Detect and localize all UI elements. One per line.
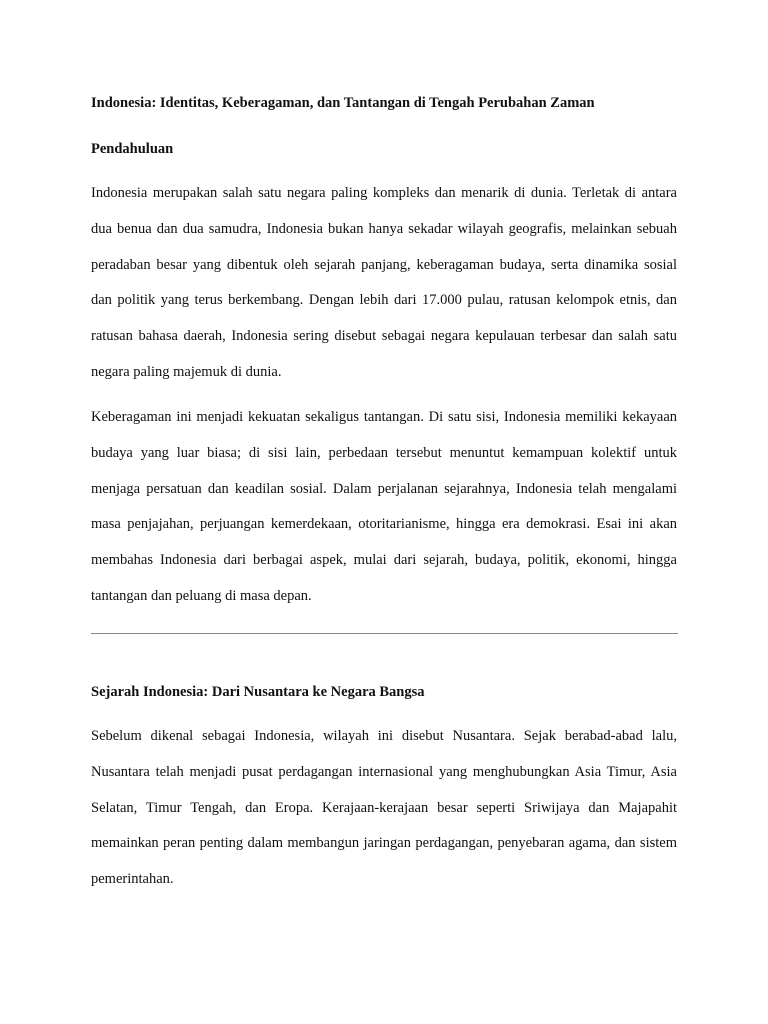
paragraph-sejarah-1: Sebelum dikenal sebagai Indonesia, wilayah ini disebut Nusantara. Sejak berabad-abad lalu, Nusantara telah menjadi pusat perdagangan internasional yang menghubungkan Asia Timur, Asia Selatan, Timur Tengah, dan Eropa. Kerajaan-kerajaan besar seperti Sriwijaya dan Majapahit memainkan peran penting dalam membangun jaringan perdagangan, penyebaran agama, dan sistem pemerintahan. bbox=[91, 728, 677, 888]
paragraph-intro-1: Indonesia merupakan salah satu negara paling kompleks dan menarik di dunia. Terletak di antara dua benua dan dua samudra, Indonesia bukan hanya sekadar wilayah geografis, melainkan sebuah peradaban besar yang dibentuk oleh sejarah panjang, keberagaman budaya, serta dinamika sosial dan politik yang terus berkembang. Dengan lebih dari 17.000 pulau, ratusan kelompok etnis, dan ratusan bahasa daerah, Indonesia sering disebut sebagai negara kepulauan terbesar dan salah satu negara paling majemuk di dunia. bbox=[91, 185, 677, 380]
section-heading-sejarah: Sejarah Indonesia: Dari Nusantara ke Negara Bangsa bbox=[91, 684, 425, 700]
document-title: Indonesia: Identitas, Keberagaman, dan Tantangan di Tengah Perubahan Zaman bbox=[91, 95, 595, 111]
section-divider bbox=[91, 633, 678, 634]
paragraph-intro-2: Keberagaman ini menjadi kekuatan sekaligus tantangan. Di satu sisi, Indonesia memiliki kekayaan budaya yang luar biasa; di sisi lain, perbedaan tersebut menuntut kemampuan kolektif untuk menjaga persatuan dan keadilan sosial. Dalam perjalanan sejarahnya, Indonesia telah mengalami masa penjajahan, perjuangan kemerdekaan, otoritarianisme, hingga era demokrasi. Esai ini akan membahas Indonesia dari berbagai aspek, mulai dari sejarah, budaya, politik, ekonomi, hingga tantangan dan peluang di masa depan. bbox=[91, 409, 677, 604]
section-heading-pendahuluan: Pendahuluan bbox=[91, 141, 174, 157]
